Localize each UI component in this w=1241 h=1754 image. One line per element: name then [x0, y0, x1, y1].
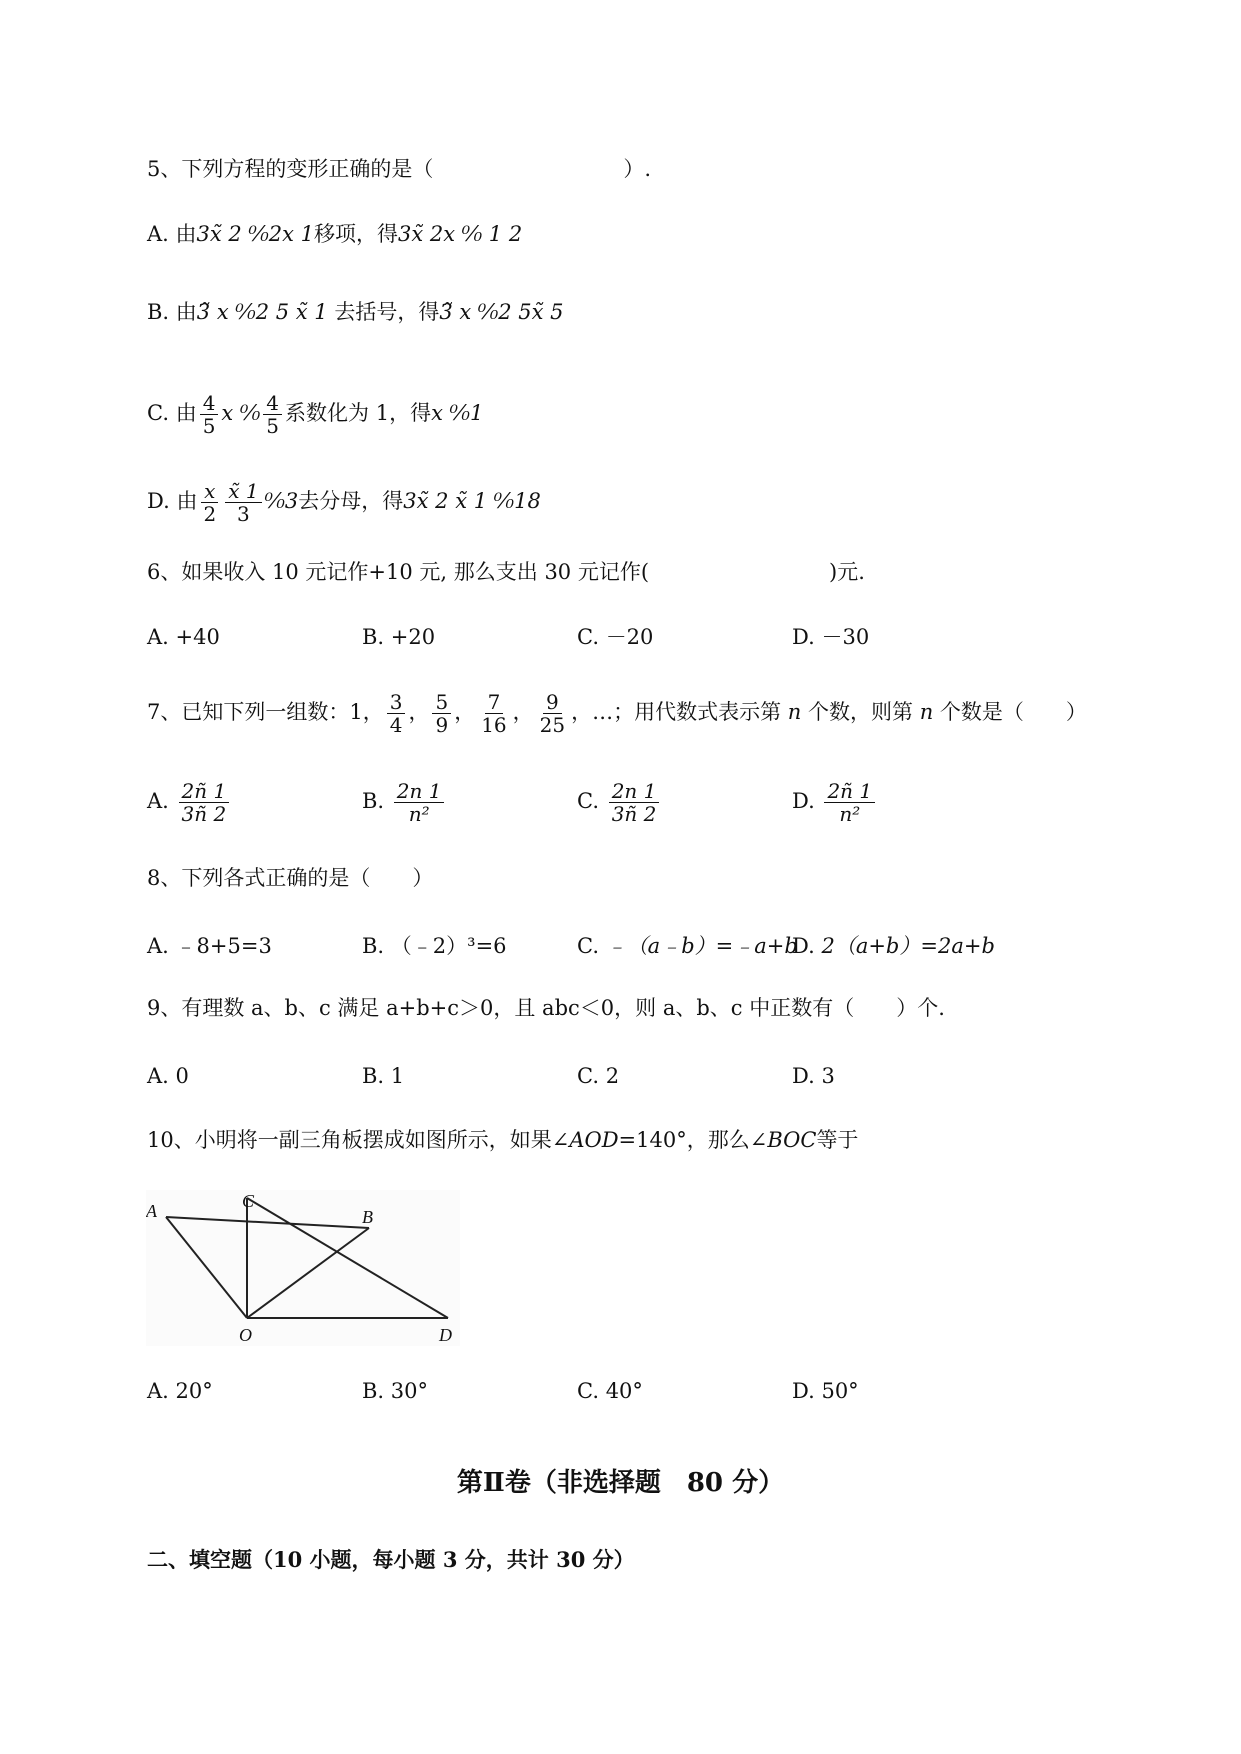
fraction: $\frac{4}{5}$ — [263, 392, 282, 437]
q10-option-b: B. 30° — [362, 1379, 429, 1403]
q10-option-a: A. 20° — [147, 1379, 213, 1403]
q8-option-d: D. 2（a+b）=2a+b — [792, 934, 995, 958]
q9-option-a: A. 0 — [147, 1064, 189, 1088]
q6-stem: 6、如果收入 10 元记作+10 元, 那么支出 30 元记作( )元. — [147, 560, 865, 584]
section2-title: 第Ⅱ卷（非选择题 80 分） — [456, 1468, 785, 1498]
q6-option-a: A. +40 — [147, 625, 220, 649]
q5-option-a: A. 由3x̃ 2 ⁰⁄₀2x 1移项，得3x̃ 2x ⁰⁄₀ 1 2 — [147, 222, 523, 246]
q8-option-a: A. ﹣8+5=3 — [147, 934, 272, 958]
q7-option-d: D. $\frac{2ñ 1}{\text{n²}}$ — [792, 775, 878, 827]
label-c: C — [242, 1191, 255, 1211]
q8-option-c: C. ﹣（a﹣b）=﹣a+b — [577, 934, 798, 958]
fraction: $\frac{x}{2}$ — [200, 480, 219, 525]
figure-background — [146, 1190, 460, 1346]
q5-option-b: B. 由3̃ x ⁰⁄₀2 5 x̃ 1 去括号，得3̃ x ⁰⁄₀2 5x̃ 5 — [147, 300, 564, 324]
label-o: O — [239, 1325, 252, 1345]
q9-option-d: D. 3 — [792, 1064, 835, 1088]
label-b: B — [362, 1207, 373, 1227]
q10-stem: 10、小明将一副三角板摆成如图所示，如果∠AOD=140°，那么∠BOC等于 — [147, 1128, 859, 1152]
triangle-board-figure — [146, 1190, 460, 1346]
fraction: $\frac{3}{4}$ — [387, 691, 406, 736]
q6-option-c: C. －20 — [577, 625, 654, 649]
fraction: $\frac{5}{9}$ — [432, 691, 451, 736]
label-d: D — [439, 1325, 452, 1345]
fraction: $\frac{7}{16}$ — [481, 690, 507, 737]
q5-option-d: D. 由 $\frac{x}{2}$ $\frac{x̃ 1}{3}$ ⁰⁄₀3去分母，得3x̃ 2 x̃ 1 ⁰⁄₀18 — [147, 479, 541, 526]
q8-stem: 8、下列各式正确的是（ ） — [147, 866, 434, 890]
q6-option-b: B. +20 — [362, 625, 436, 649]
q7-option-a: A. $\frac{2ñ 1}{3ñ 2}$ — [147, 775, 232, 827]
q10-option-d: D. 50° — [792, 1379, 859, 1403]
q8-option-b: B. （﹣2）³=6 — [362, 934, 507, 958]
q9-option-b: B. 1 — [362, 1064, 405, 1088]
q9-option-c: C. 2 — [577, 1064, 620, 1088]
fraction: $\frac{9}{25}$ — [539, 690, 566, 737]
q7-option-c: C. $\frac{2n 1}{3ñ 2}$ — [577, 775, 662, 827]
q9-stem: 9、有理数 a、b、c 满足 a+b+c＞0，且 abc＜0，则 a、b、c 中正数有（ ）个. — [147, 996, 945, 1020]
q10-option-c: C. 40° — [577, 1379, 643, 1403]
q5-option-c: C. 由 $\frac{4}{5}$ x ⁰⁄₀ $\frac{4}{5}$ 系数化为 1，得x ⁰⁄₀1 — [147, 391, 484, 438]
q6-option-d: D. －30 — [792, 625, 870, 649]
section2-subtitle: 二、填空题（10 小题，每小题 3 分，共计 30 分） — [147, 1547, 635, 1572]
label-a: A — [146, 1201, 157, 1221]
q7-stem: 7、已知下列一组数：1， $\frac{3}{4}$ ， $\frac{5}{9}$ ， $\frac{7}{16}$ ， $\frac{9}{25}$ ，…；用代数式表示第 n 个数，则第 n 个数是（ ） — [147, 690, 1087, 737]
fraction: $\frac{4}{5}$ — [200, 392, 219, 437]
q7-option-b: B. $\frac{2n 1}{\text{n²}}$ — [362, 775, 447, 827]
fraction: $\frac{x̃ 1}{3}$ — [225, 480, 261, 525]
q5-stem: 5、下列方程的变形正确的是（ ）. — [147, 157, 652, 181]
